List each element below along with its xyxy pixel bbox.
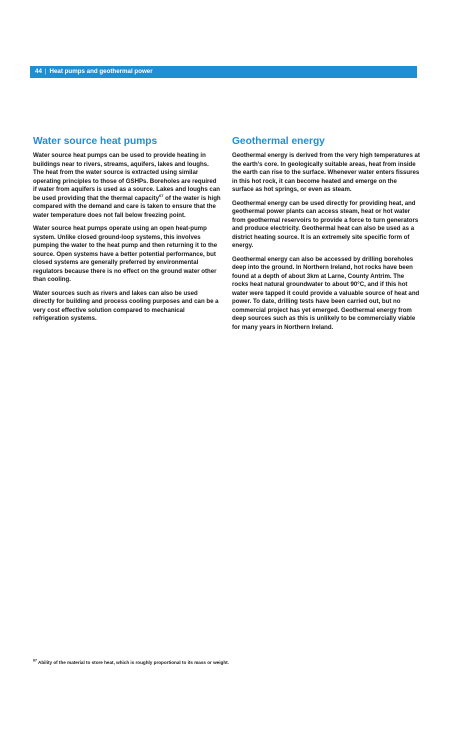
water-source-paragraph-2: Water source heat pumps operate using an open heat-pump system. Unlike closed ground-loop systems, this involves pumping the water to the heat pump and then returning it to the source. Open systems have a better potential performance, but closed systems are generally preferred by environmental regulators because there is no effect on the ground water other than cooling.: [33, 225, 218, 283]
water-source-paragraph-1: [33, 152, 221, 220]
geothermal-paragraph-1: Geothermal energy is derived from the very high temperatures at the earth's core. In geologically suitable areas, heat from inside the earth can rise to the surface. Whenever water enters fissures in this hot rock, it can become heated and emerge on the surface as hot springs, or even as steam.: [232, 152, 420, 193]
section-title: Heat pumps and geothermal power: [49, 68, 153, 75]
paragraph-text: of the water is high compared with the demand and care is taken to ensure that the water temperature does not fall below freezing point.: [33, 194, 221, 219]
footnote-number: 67: [33, 658, 37, 663]
footnote-text: Ability of the material to store heat, which is roughly proportional to its mass or weight.: [36, 660, 229, 665]
left-column: [33, 135, 221, 329]
page-header-bar: [30, 66, 417, 78]
paragraph-text: Water source heat pumps can be used to provide heating in buildings near to rivers, streams, aquifers, lakes and loughs. The heat from the water source is extracted using similar operating principles to those of GSHPs. Boreholes are required if water from aquifers is used as a source. Lakes and loughs can be used providing that the thermal capacity: [33, 152, 220, 202]
footnote-ref[interactable]: 67: [158, 192, 164, 198]
geothermal-paragraph-3: Geothermal energy can also be accessed by drilling boreholes deep into the ground. In Northern Ireland, hot rocks have been found at a depth of about 3km at Larne, County Antrim. The rocks heat natural groundwater to about 90°C, and if this hot water were tapped it could provide a valuable source of heat and power. To date, drilling tests have been carried out, but no commercial project has yet emerged. Geothermal energy from deep sources such as this is unlikely to be commercially viable for many years in Northern Ireland.: [232, 255, 420, 331]
header-separator: |: [44, 68, 47, 75]
geothermal-heading: Geothermal energy: [232, 136, 325, 147]
water-source-paragraph-3: Water sources such as rivers and lakes can also be used directly for building and process cooling purposes and can be a very cost effective solution compared to mechanical refrigeration systems.: [33, 289, 219, 322]
water-source-heading: Water source heat pumps: [33, 136, 158, 147]
right-column: [232, 135, 420, 337]
page-number: 44: [35, 68, 42, 75]
footnote: [33, 660, 423, 666]
geothermal-paragraph-2: Geothermal energy can be used directly for providing heat, and geothermal power plants can access steam, heat or hot water from geothermal reservoirs to provide a force to turn generators and produce electricity. Geothermal heat can also be used as a district heating source. It is an extremely site specific form of energy.: [232, 199, 419, 249]
